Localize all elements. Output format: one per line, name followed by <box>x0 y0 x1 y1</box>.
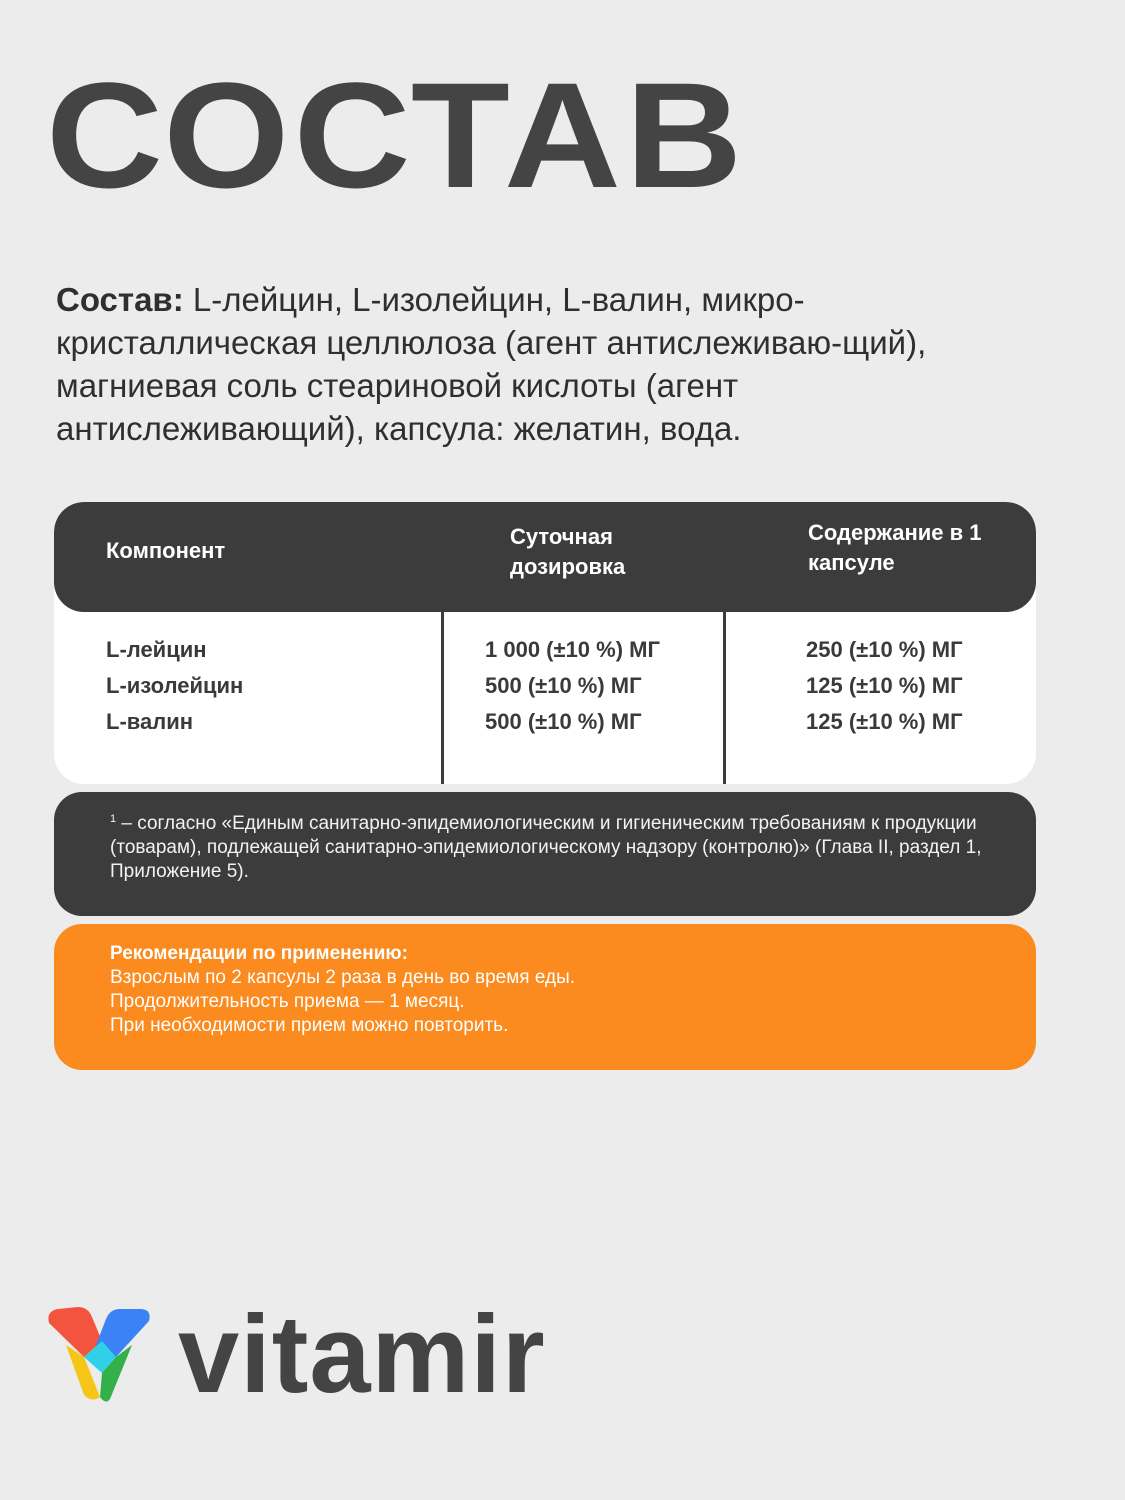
component-column <box>106 632 243 740</box>
footnote-box <box>54 792 1036 916</box>
footnote-text <box>110 812 1010 884</box>
page-title: СОСТАВ <box>46 51 747 219</box>
composition-label: Состав: <box>56 281 184 318</box>
recommendation-line: Продолжительность приема — 1 месяц. <box>110 991 465 1012</box>
table-cell: L-лейцин <box>106 637 207 662</box>
recommendation-line: При необходимости прием можно повторить. <box>110 1015 509 1036</box>
table-cell: 125 (±10 %) МГ <box>806 673 963 698</box>
recommendation-line: Взрослым по 2 капсулы 2 раза в день во время еды. <box>110 967 576 988</box>
table-cell: L-валин <box>106 709 194 734</box>
table-cell: 125 (±10 %) МГ <box>806 709 963 734</box>
recommendations-text <box>110 942 575 1038</box>
table-cell: 250 (±10 %) МГ <box>806 637 963 662</box>
header-per-capsule: Содержание в 1 капсуле <box>808 520 982 575</box>
table-header <box>54 502 1036 612</box>
column-divider <box>723 502 726 784</box>
column-divider <box>441 502 444 784</box>
composition-text: L-лейцин, L-изолейцин, L-валин, микро-кристаллическая целлюлоза (агент антислеживаю-щий), магниевая соль стеариновой кислоты (агент антислеживающий), капсула: желатин, вода. <box>56 281 927 447</box>
footnote-body: – согласно «Единым санитарно-эпидемиологическим и гигиеническим требованиям к продукции (товарам), подлежащей санитарно-эпидемиологическому надзору (контролю)» (Глава II, раздел 1, Приложение 5). <box>110 813 982 882</box>
table-cell: L-изолейцин <box>106 673 244 698</box>
composition-paragraph <box>56 278 1036 450</box>
recommendations-box <box>54 924 1036 1070</box>
table-cell: 500 (±10 %) МГ <box>485 709 642 734</box>
ingredients-table <box>54 502 1036 784</box>
daily-dose-column <box>485 632 660 740</box>
recommendations-title: Рекомендации по применению: <box>110 943 408 964</box>
per-capsule-column <box>806 632 963 740</box>
footnote-marker: 1 <box>110 813 117 825</box>
table-cell: 1 000 (±10 %) МГ <box>485 637 660 662</box>
header-daily-dose: Суточная дозировка <box>510 524 626 579</box>
brand-name: vitamir <box>178 1293 546 1416</box>
vitamir-logo-icon <box>44 1305 154 1405</box>
table-cell: 500 (±10 %) МГ <box>485 673 642 698</box>
header-component: Компонент <box>106 538 226 563</box>
